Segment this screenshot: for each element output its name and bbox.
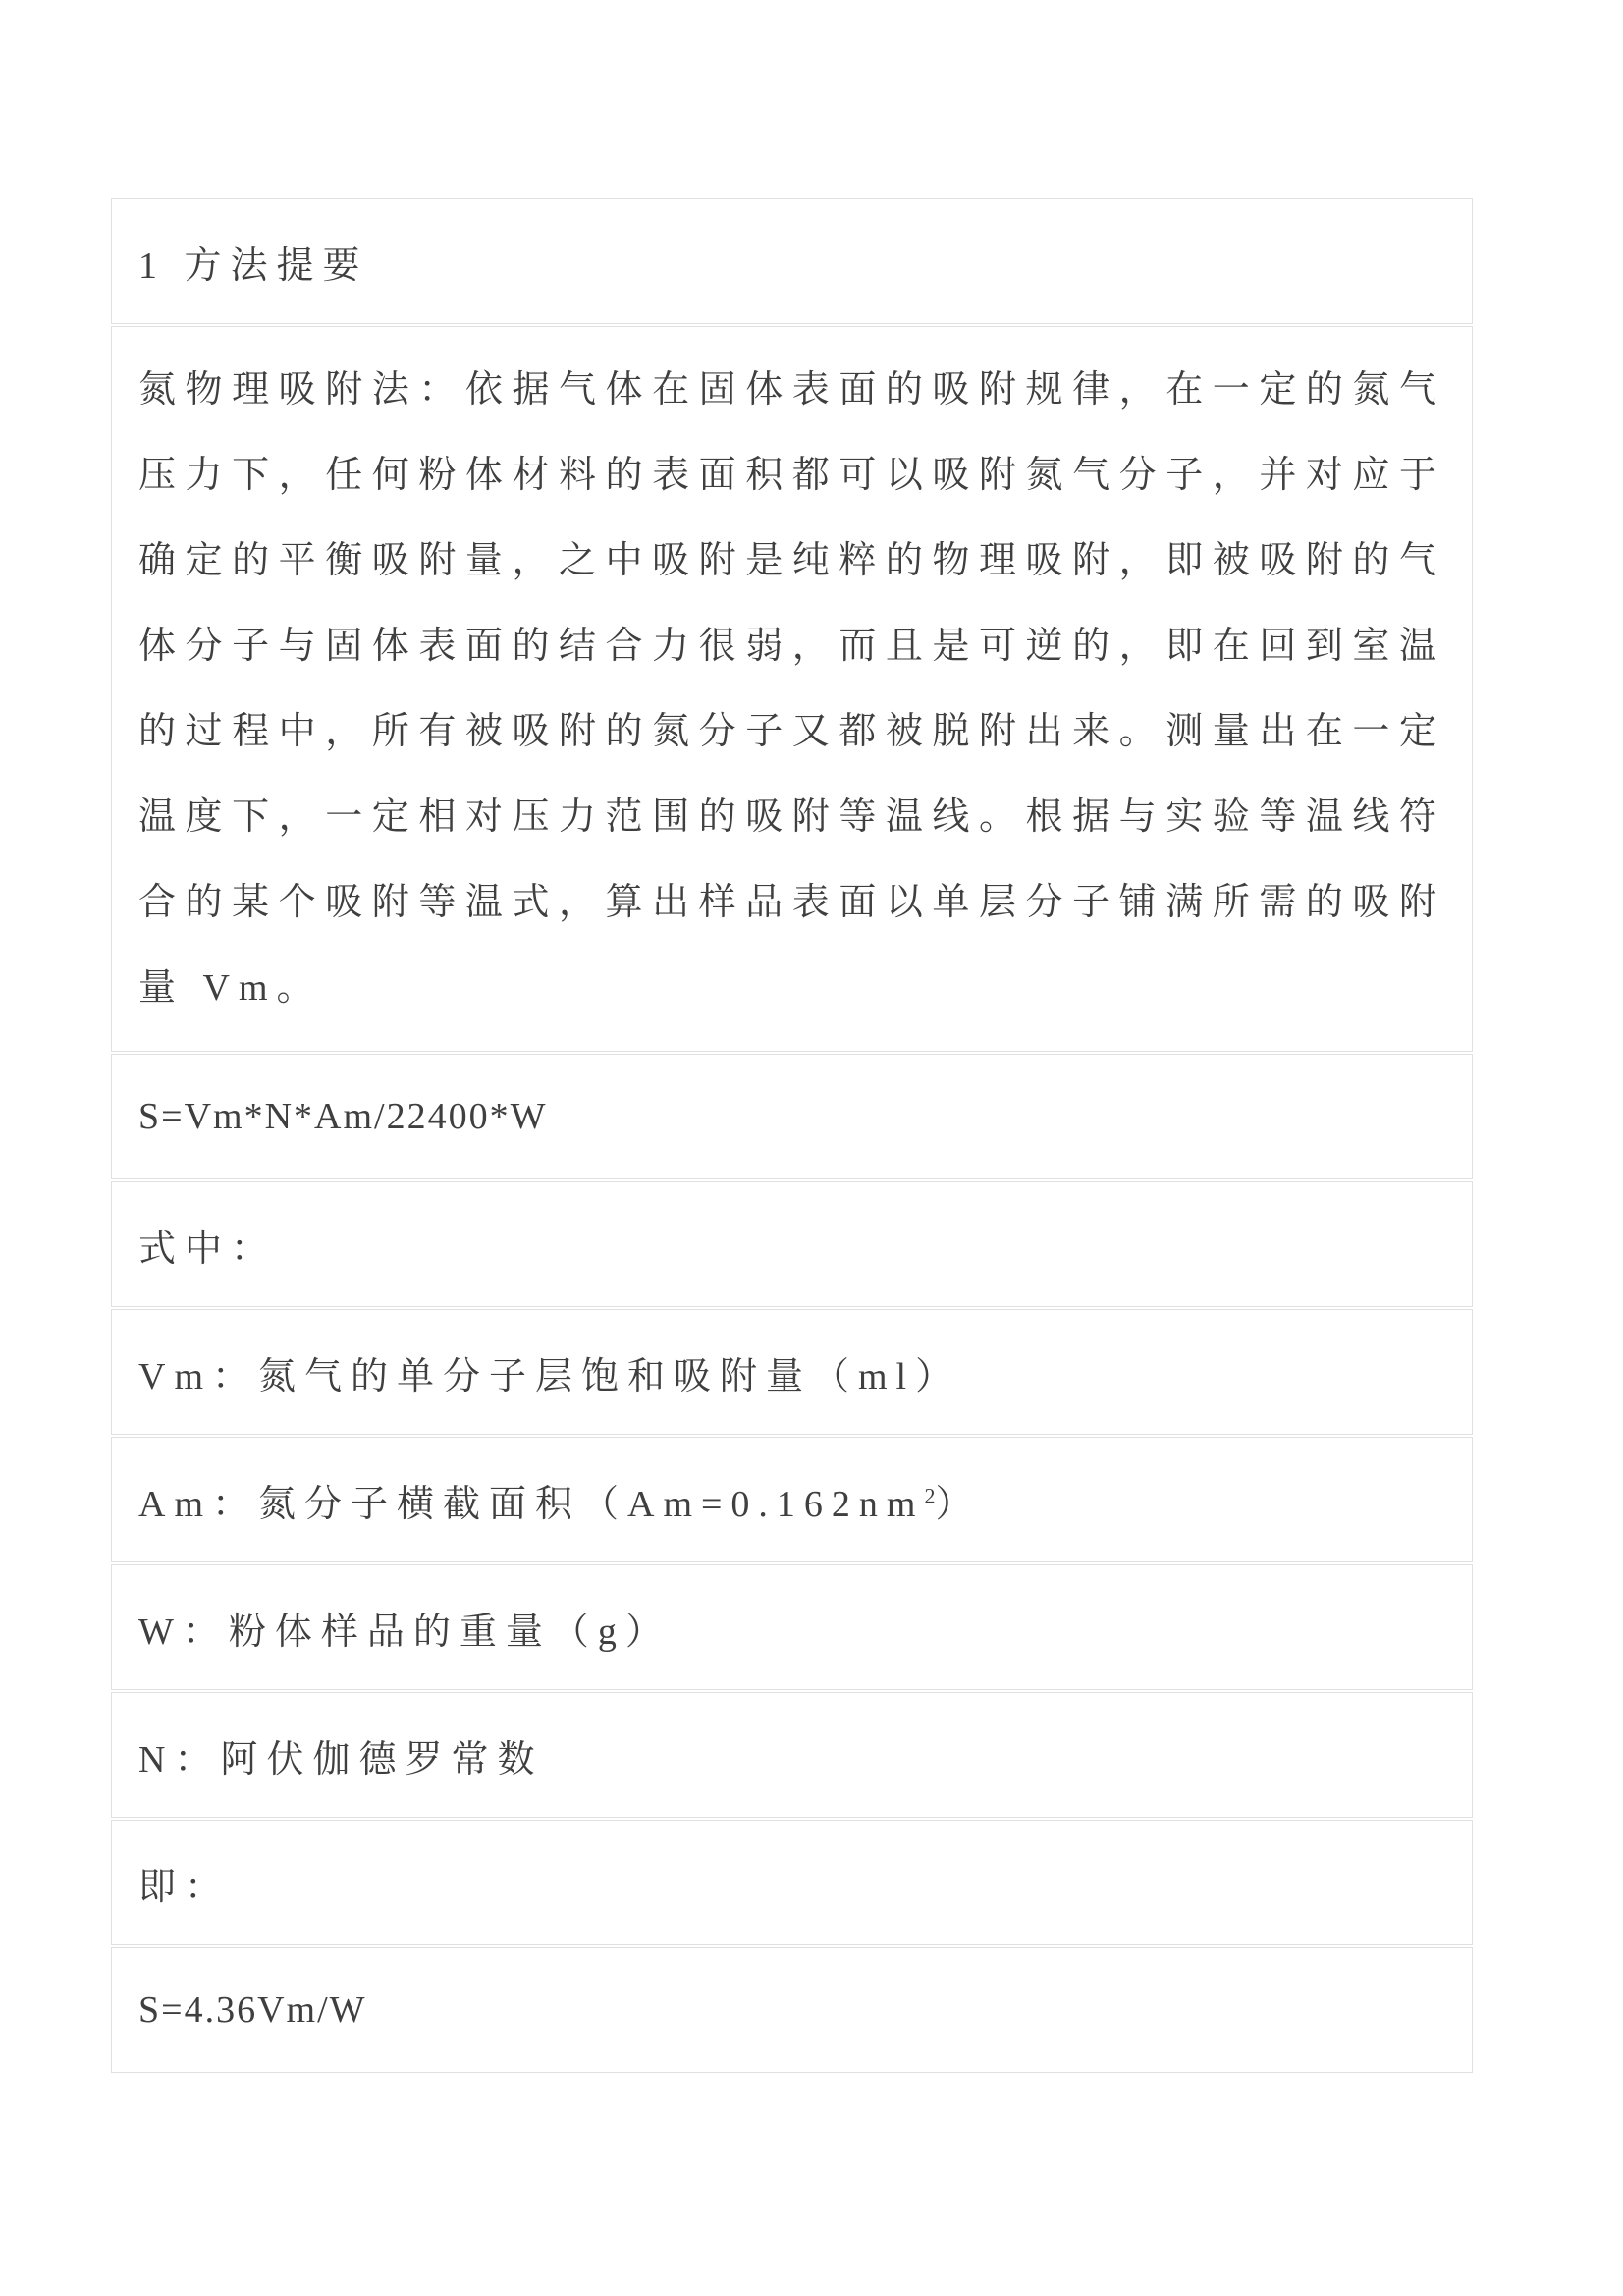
definition-w: W：粉体样品的重量（g）: [111, 1564, 1473, 1690]
table-row: [111, 1309, 1473, 1435]
definition-n: N：阿伏伽德罗常数: [111, 1692, 1473, 1818]
table-row: [111, 326, 1473, 1052]
definition-am: [111, 1437, 1473, 1562]
table-row: [111, 1947, 1473, 2073]
label-where: 式中：: [111, 1181, 1473, 1307]
definition-vm: Vm：氮气的单分子层饱和吸附量（ml）: [111, 1309, 1473, 1435]
table-row: [111, 1820, 1473, 1945]
method-summary-paragraph: 氮物理吸附法：依据气体在固体表面的吸附规律，在一定的氮气压力下，任何粉体材料的表面积都可以吸附氮气分子，并对应于确定的平衡吸附量，之中吸附是纯粹的物理吸附，即被吸附的气体分子与固体表面的结合力很弱，而且是可逆的，即在回到室温的过程中，所有被吸附的氮分子又都被脱附出来。测量出在一定温度下，一定相对压力范围的吸附等温线。根据与实验等温线符合的某个吸附等温式，算出样品表面以单层分子铺满所需的吸附量 Vm。: [111, 326, 1473, 1052]
surface-area-formula-simplified: S=4.36Vm/W: [111, 1947, 1473, 2073]
table-row: [111, 1437, 1473, 1562]
table-row: [111, 1692, 1473, 1818]
definition-am-text: Am：氮分子横截面积（Am=0.162nm: [138, 1483, 925, 1525]
table-row: [111, 1181, 1473, 1307]
definition-am-close-paren: ）: [935, 1483, 982, 1525]
table-row: [111, 1564, 1473, 1690]
section-heading: 1 方法提要: [111, 198, 1473, 324]
definition-am-superscript: 2: [924, 1482, 936, 1507]
surface-area-formula-full: S=Vm*N*Am/22400*W: [111, 1054, 1473, 1179]
table-row: [111, 198, 1473, 324]
label-namely: 即：: [111, 1820, 1473, 1945]
table-row: [111, 1054, 1473, 1179]
method-table: [109, 196, 1475, 2075]
